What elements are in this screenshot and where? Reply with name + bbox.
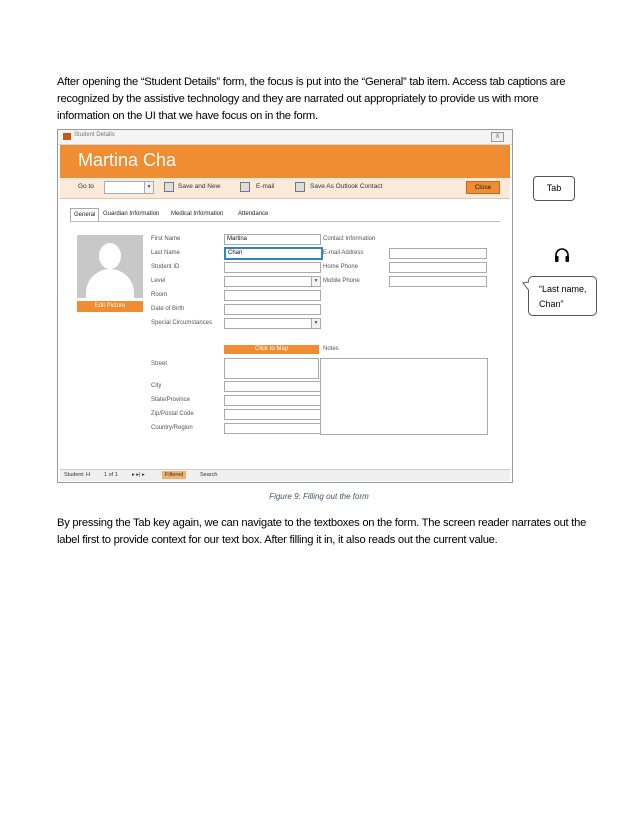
tab-general[interactable]: General [70,208,99,222]
state-province-label: State/Province [151,397,191,403]
window-titlebar [58,130,512,145]
mobile-phone-field[interactable] [389,276,487,287]
chevron-down-icon: ▼ [311,277,320,286]
email-button[interactable]: E-mail [256,183,275,190]
window-title: Student Details [74,132,115,138]
home-phone-field[interactable] [389,262,487,273]
home-phone-label: Home Phone [323,264,359,270]
student-id-label: Student ID [151,264,180,270]
room-field[interactable] [224,290,321,301]
mobile-phone-label: Mobile Phone [323,278,360,284]
avatar-body [86,269,134,298]
first-name-field[interactable]: Martina [224,234,321,245]
record-nav-buttons[interactable]: ▸ ▸| ▸ [132,472,145,478]
date-of-birth-label: Date of Birth [151,306,185,312]
state-province-field[interactable] [224,395,321,406]
avatar-head [99,243,121,269]
form-toolbar [60,178,510,199]
record-label: Student: H [64,472,90,478]
chevron-down-icon: ▼ [144,182,153,193]
zip-postal-code-field[interactable] [224,409,321,420]
header-banner [60,145,510,178]
goto-label: Go to [78,183,94,190]
close-button[interactable]: Close [466,181,500,194]
street-field[interactable] [224,358,319,379]
street-label: Street [151,361,168,367]
zip-postal-code-label: Zip/Postal Code [151,411,194,417]
country-region-field[interactable] [224,423,321,434]
student-id-field[interactable] [224,262,321,273]
save-icon [164,182,174,192]
goto-dropdown[interactable] [104,181,154,194]
chevron-down-icon: ▼ [311,319,320,328]
student-name-heading: Martina Cha [78,150,177,170]
room-label: Room [151,292,168,298]
special-circumstances-label: Special Circumstances [151,320,213,326]
tab-key-callout: Tab [533,176,575,201]
intro-paragraph: After opening the “Student Details” form, the focus is put into the “General” tab item. Access tab captions are recognized by the assistive technology and they are narrated out appropriately to provide us with more information on the UI that we have focus on in the form. [57,76,566,122]
headphones-icon [553,246,571,264]
student-photo [77,235,143,298]
email-icon [240,182,250,192]
notes-label: Notes [323,346,339,352]
country-region-label: Country/Region [151,425,193,431]
city-field[interactable] [224,381,321,392]
window-close-button[interactable]: X [491,132,504,142]
contact-information-heading: Contact Information [323,236,376,242]
figure-caption: Figure 9: Filling out the form [269,492,369,501]
edit-picture-button[interactable]: Edit Picture [77,301,143,312]
click-to-map-button[interactable]: Click to Map [224,345,319,354]
outro-paragraph: By pressing the Tab key again, we can navigate to the textboxes on the form. The screen reader narrates out the label first to provide context for our text box. After filling it in, it also reads out the current value. [57,517,587,546]
notes-field[interactable] [320,358,488,435]
date-of-birth-field[interactable] [224,304,321,315]
special-circumstances-dropdown[interactable] [224,318,321,329]
narration-text [539,282,595,312]
last-name-field[interactable]: Chan [224,247,323,260]
email-address-field[interactable] [389,248,487,259]
tab-guardian-information[interactable]: Guardian Information [103,211,160,217]
level-dropdown[interactable] [224,276,321,287]
record-position[interactable]: 1 of 1 [104,472,118,478]
access-app-icon [63,133,71,140]
last-name-label: Last Name [151,250,181,256]
contact-icon [295,182,305,192]
student-details-window [57,129,513,483]
city-label: City [151,383,162,389]
filtered-badge[interactable]: Filtered [162,471,186,479]
first-name-label: First Name [151,236,181,242]
save-and-new-button[interactable]: Save and New [178,183,221,190]
record-navigation-bar [60,469,510,481]
search-box[interactable]: Search [200,472,218,478]
email-address-label: E-mail Address [323,250,364,256]
tab-medical-information[interactable]: Medical Information [171,211,224,217]
narration-line-1: “Last name, [539,284,587,294]
tab-divider [70,221,500,222]
narration-line-2: Chan” [539,299,564,309]
level-label: Level [151,278,166,284]
save-as-outlook-button[interactable]: Save As Outlook Contact [310,183,383,190]
tab-attendance[interactable]: Attendance [238,211,269,217]
